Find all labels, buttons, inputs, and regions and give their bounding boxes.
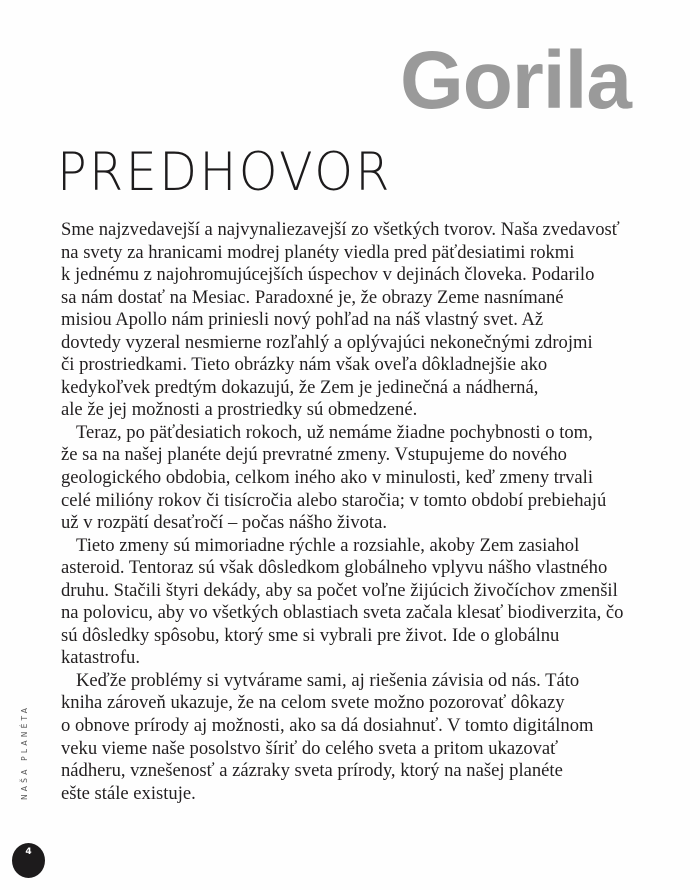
text-line: už v rozpätí desaťročí – počas nášho života.: [61, 512, 387, 534]
paragraph: [61, 421, 607, 535]
page-number-badge: [12, 843, 45, 878]
text-line: asteroid. Tentoraz sú však dôsledkom globálneho vplyvu nášho vlastného: [61, 557, 608, 579]
paragraph: [61, 534, 624, 670]
page-number: 4: [25, 847, 32, 857]
text-line: Sme najzvedavejší a najvynaliezavejší zo všetkých tvorov. Naša zvedavosť: [61, 219, 620, 240]
text-line: kedykoľvek predtým dokazujú, že Zem je jedinečná a nádherná,: [61, 376, 539, 398]
text-line: ešte stále existuje.: [61, 782, 196, 804]
text-line: geologického obdobia, celkom iného ako v minulosti, keď zmeny trvali: [61, 467, 594, 489]
text-line: dovtedy vyzeral nesmierne rozľahlý a oplývajúci nekonečnými zdrojmi: [61, 331, 593, 353]
text-line: k jednému z najohromujúcejších úspechov v dejinách človeka. Podarilo: [61, 264, 595, 286]
text-line: že sa na našej planéte dejú prevratné zmeny. Vstupujeme do nového: [61, 444, 567, 466]
text-line: na svety za hranicami modrej planéty viedla pred päťdesiatimi rokmi: [61, 241, 575, 263]
text-line: nádheru, vznešenosť a zázraky sveta prírody, ktorý na našej planéte: [61, 760, 563, 782]
page-title: PREDHOVOR: [57, 142, 392, 203]
text-line: na polovicu, aby vo všetkých oblastiach sveta začala klesať biodiverzita, čo: [61, 602, 624, 624]
text-line: sa nám dostať na Mesiac. Paradoxné je, že obrazy Zeme nasnímané: [61, 286, 564, 308]
text-line: Keďže problémy si vytvárame sami, aj riešenia závisia od nás. Táto: [76, 669, 580, 691]
text-line: Teraz, po päťdesiatich rokoch, už nemáme žiadne pochybnosti o tom,: [76, 421, 593, 443]
paragraph: [61, 219, 620, 422]
text-line: či prostriedkami. Tieto obrázky nám však oveľa dôkladnejšie ako: [61, 354, 548, 376]
text-line: o obnove prírody aj možnosti, ako sa dá dosiahnuť. V tomto digitálnom: [61, 715, 594, 737]
text-line: Tieto zmeny sú mimoriadne rýchle a rozsiahle, akoby Zem zasiahol: [76, 534, 580, 556]
paragraph: [61, 669, 594, 805]
watermark-logo: Gorila: [400, 35, 631, 126]
text-line: kniha zároveň ukazuje, že na celom svete možno pozorovať dôkazy: [61, 692, 565, 714]
text-line: celé milióny rokov či tisícročia alebo staročia; v tomto období prebiehajú: [61, 489, 607, 511]
text-line: druhu. Stačili štyri dekády, aby sa počet voľne žijúcich živočíchov zmenšil: [61, 579, 618, 601]
text-line: katastrofu.: [61, 647, 140, 669]
body-text: [61, 219, 624, 805]
text-line: ale že jej možnosti a prostriedky sú obmedzené.: [61, 399, 418, 421]
running-head: NAŠA PLANÉTA: [20, 704, 29, 800]
text-line: misiou Apollo nám priniesli nový pohľad na náš vlastný svet. Až: [61, 309, 544, 331]
text-line: veku vieme naše posolstvo šíriť do celého sveta a pritom ukazovať: [61, 737, 559, 759]
text-line: sú dôsledky spôsobu, ktorý sme si vybrali pre život. Ide o globálnu: [61, 624, 560, 646]
